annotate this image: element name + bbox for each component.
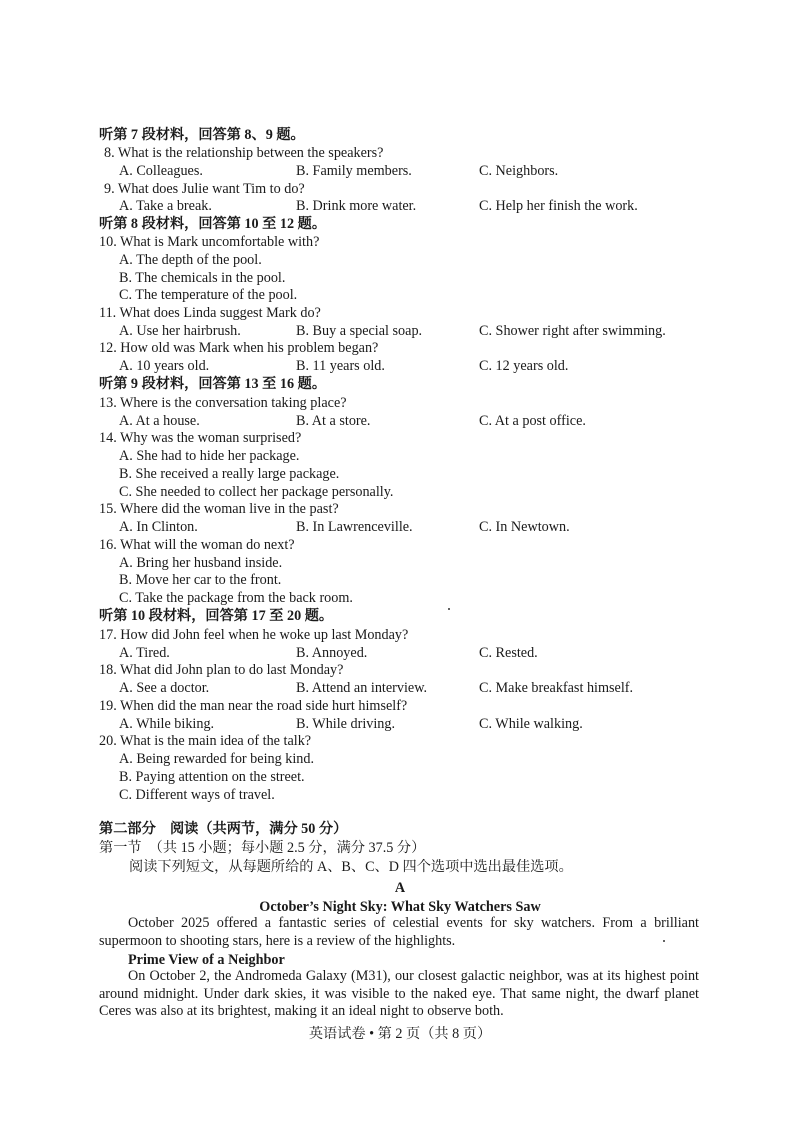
question-11-option-c: C. Shower right after swimming. — [479, 323, 666, 339]
question-16-option-a: A. Bring her husband inside. — [119, 555, 283, 571]
passage-subheading: Prime View of a Neighbor — [128, 952, 285, 968]
question-18-stem: 18. What did John plan to do last Monday? — [99, 662, 344, 678]
question-16-option-c: C. Take the package from the back room. — [119, 590, 353, 606]
question-14-option-c: C. She needed to collect her package personally. — [119, 484, 394, 500]
question-13-option-b: B. At a store. — [296, 413, 371, 429]
question-11-option-b: B. Buy a special soap. — [296, 323, 423, 339]
question-10-option-c: C. The temperature of the pool. — [119, 287, 298, 303]
question-8-option-a: A. Colleagues. — [119, 163, 203, 179]
passage-intro-text: October 2025 offered a fantastic series of celestial events for sky watchers. From a brilliant supermoon to shooting stars, here is a review of the highlights. — [99, 915, 699, 949]
passage-title: October’s Night Sky: What Sky Watchers Saw — [259, 899, 541, 915]
question-13-option-c: C. At a post office. — [479, 413, 586, 429]
question-14-stem: 14. Why was the woman surprised? — [99, 430, 302, 446]
question-17-stem: 17. How did John feel when he woke up last Monday? — [99, 627, 409, 643]
question-10-stem: 10. What is Mark uncomfortable with? — [99, 234, 320, 250]
passage-letter: A — [394, 880, 406, 896]
question-20-option-c: C. Different ways of travel. — [119, 787, 275, 803]
question-18-option-a: A. See a doctor. — [119, 680, 210, 696]
question-15-stem: 15. Where did the woman live in the past? — [99, 501, 339, 517]
question-17-option-c: C. Rested. — [479, 645, 538, 661]
passage-body-paragraph — [99, 968, 699, 1021]
question-17-option-a: A. Tired. — [119, 645, 170, 661]
section-heading-8: 听第 8 段材料，回答第 10 至 12 题。 — [99, 216, 327, 232]
question-12-option-c: C. 12 years old. — [479, 358, 569, 374]
question-15-option-c: C. In Newtown. — [479, 519, 570, 535]
question-15-option-b: B. In Lawrenceville. — [296, 519, 413, 535]
question-17-option-b: B. Annoyed. — [296, 645, 368, 661]
question-20-option-b: B. Paying attention on the street. — [119, 769, 305, 785]
scan-speck — [663, 940, 665, 942]
question-14-option-b: B. She received a really large package. — [119, 466, 340, 482]
passage-body-text: On October 2, the Andromeda Galaxy (M31), our closest galactic neighbor, was at its highest point around midnight. Under dark skies, it was visible to the naked eye. That same night, the dwarf planet Ceres was also at its brightest, making it an ideal night to observe both. — [99, 968, 699, 1020]
question-10-option-b: B. The chemicals in the pool. — [119, 270, 286, 286]
question-9-option-b: B. Drink more water. — [296, 198, 417, 214]
question-9-option-c: C. Help her finish the work. — [479, 198, 638, 214]
question-8-option-c: C. Neighbors. — [479, 163, 559, 179]
question-11-stem: 11. What does Linda suggest Mark do? — [99, 305, 321, 321]
question-12-option-b: B. 11 years old. — [296, 358, 385, 374]
question-19-option-b: B. While driving. — [296, 716, 396, 732]
question-16-option-b: B. Move her car to the front. — [119, 572, 282, 588]
passage-intro-paragraph — [99, 915, 699, 950]
question-18-option-c: C. Make breakfast himself. — [479, 680, 634, 696]
section-heading-7: 听第 7 段材料，回答第 8、9 题。 — [99, 127, 305, 143]
question-11-option-a: A. Use her hairbrush. — [119, 323, 241, 339]
scan-speck — [448, 608, 450, 610]
section-heading-10: 听第 10 段材料，回答第 17 至 20 题。 — [99, 608, 334, 624]
question-19-stem: 19. When did the man near the road side hurt himself? — [99, 698, 408, 714]
question-9-option-a: A. Take a break. — [119, 198, 212, 214]
question-13-stem: 13. Where is the conversation taking place? — [99, 395, 347, 411]
question-14-option-a: A. She had to hide her package. — [119, 448, 300, 464]
question-10-option-a: A. The depth of the pool. — [119, 252, 262, 268]
section-heading-9: 听第 9 段材料，回答第 13 至 16 题。 — [99, 376, 327, 392]
question-20-stem: 20. What is the main idea of the talk? — [99, 733, 312, 749]
question-9-stem: 9. What does Julie want Tim to do? — [104, 181, 305, 197]
question-19-option-a: A. While biking. — [119, 716, 215, 732]
question-18-option-b: B. Attend an interview. — [296, 680, 428, 696]
part-two-heading: 第二部分 阅读（共两节，满分 50 分） — [99, 821, 348, 837]
question-19-option-c: C. While walking. — [479, 716, 583, 732]
question-12-stem: 12. How old was Mark when his problem began? — [99, 340, 379, 356]
reading-instruction: 阅读下列短文，从每题所给的 A、B、C、D 四个选项中选出最佳选项。 — [129, 859, 573, 875]
question-15-option-a: A. In Clinton. — [119, 519, 198, 535]
question-13-option-a: A. At a house. — [119, 413, 200, 429]
question-12-option-a: A. 10 years old. — [119, 358, 210, 374]
question-8-stem: 8. What is the relationship between the speakers? — [104, 145, 384, 161]
part-two-subheading: 第一节 （共 15 小题；每小题 2.5 分，满分 37.5 分） — [99, 840, 426, 856]
question-8-option-b: B. Family members. — [296, 163, 412, 179]
page-footer: 英语试卷 • 第 2 页（共 8 页） — [308, 1026, 492, 1042]
question-16-stem: 16. What will the woman do next? — [99, 537, 295, 553]
question-20-option-a: A. Being rewarded for being kind. — [119, 751, 315, 767]
